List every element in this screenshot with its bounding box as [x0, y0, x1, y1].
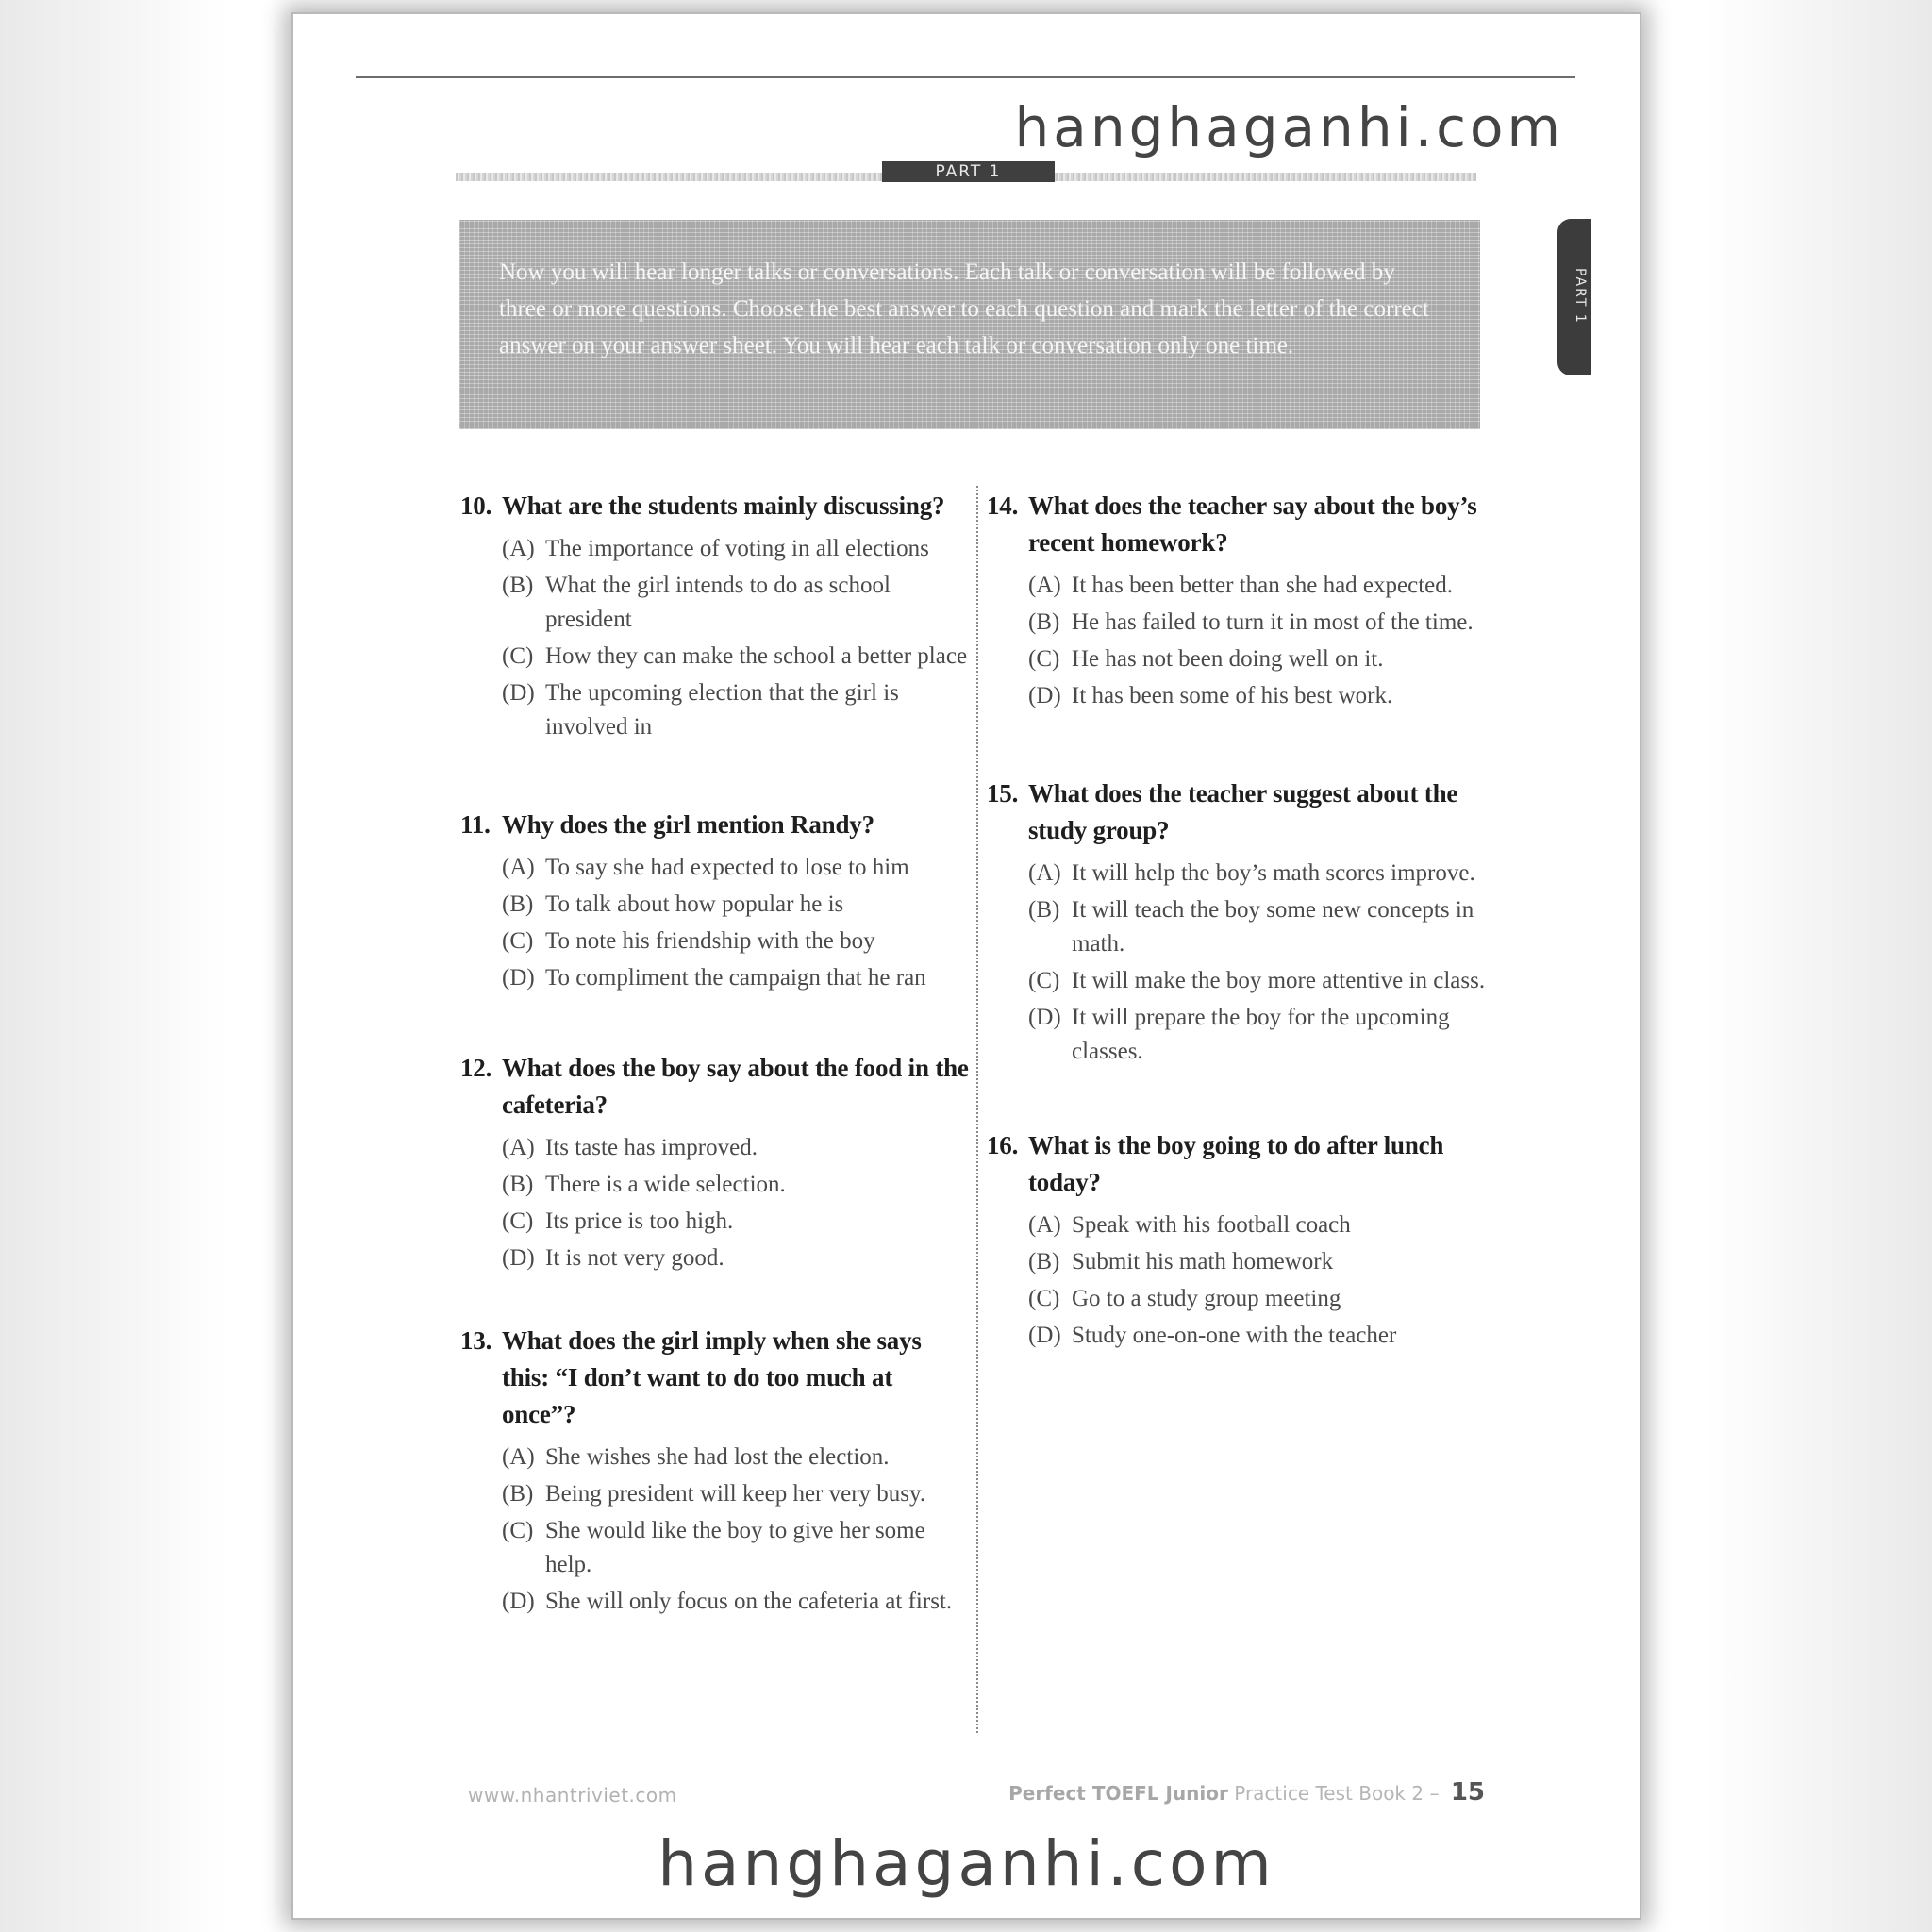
option-text: The importance of voting in all elections: [545, 536, 929, 561]
question-text: What are the students mainly discussing?: [502, 491, 945, 520]
option-text: Study one-on-one with the teacher: [1072, 1323, 1397, 1348]
question-number: 12.: [460, 1054, 492, 1082]
question-number: 15.: [987, 779, 1019, 808]
question-number: 10.: [460, 491, 492, 520]
question-text: What is the boy going to do after lunch today?: [1028, 1131, 1444, 1196]
question-text: What does the teacher suggest about the study group?: [1028, 779, 1458, 844]
option-text: It has been better than she had expected.: [1072, 573, 1453, 598]
question-stem: [460, 1323, 970, 1433]
option-letter: (B): [502, 891, 534, 917]
option-letter: (A): [502, 855, 535, 880]
answer-option: [502, 1241, 970, 1275]
option-letter: (D): [502, 965, 535, 991]
option-text: It will help the boy’s math scores improve.: [1072, 860, 1475, 886]
header-rule: [356, 76, 1575, 78]
option-letter: (D): [502, 680, 535, 706]
side-tab: [1557, 219, 1591, 375]
column-divider: [976, 486, 978, 1733]
option-text: She will only focus on the cafeteria at first.: [545, 1589, 953, 1614]
answer-option: [1028, 1208, 1501, 1242]
option-text: It will make the boy more attentive in class.: [1072, 968, 1486, 993]
option-letter: (A): [502, 536, 535, 561]
question-text: What does the teacher say about the boy’s recent homework?: [1028, 491, 1477, 557]
answer-options: [987, 857, 1501, 1069]
question-stem: [987, 1127, 1501, 1201]
answer-options: [460, 532, 970, 744]
option-letter: (C): [502, 643, 534, 669]
option-text: It is not very good.: [545, 1245, 724, 1271]
option-text: Speak with his football coach: [1072, 1212, 1351, 1238]
question-number: 13.: [460, 1326, 492, 1355]
option-letter: (B): [502, 573, 534, 598]
question-number: 14.: [987, 491, 1019, 520]
option-letter: (A): [1028, 573, 1061, 598]
instructions-text: Now you will hear longer talks or conversations. Each talk or conversation will be followed by three or more questions. Choose the best answer to each question and mark the letter of the correct answer on your answer sheet. You will hear each talk or conversation only one time.: [499, 259, 1429, 358]
footer-book-subtitle: Practice Test Book 2: [1234, 1782, 1424, 1805]
left-column: [460, 488, 970, 1622]
option-text: He has not been doing well on it.: [1072, 646, 1384, 672]
option-text: What the girl intends to do as school president: [545, 573, 891, 632]
part-label: PART 1: [882, 161, 1055, 182]
question-stem: [460, 1050, 970, 1124]
answer-options: [460, 1441, 970, 1619]
option-letter: (A): [502, 1135, 535, 1160]
footer-separator: –: [1429, 1782, 1440, 1805]
answer-option: [502, 851, 970, 885]
option-letter: (D): [1028, 1005, 1061, 1030]
footer-book-info: [1008, 1778, 1485, 1807]
answer-option: [1028, 679, 1501, 713]
option-letter: (B): [502, 1481, 534, 1507]
option-text: It will prepare the boy for the upcoming classes.: [1072, 1005, 1450, 1064]
answer-option: [502, 640, 970, 674]
question-text: Why does the girl mention Randy?: [502, 810, 874, 839]
question-stem: [987, 488, 1501, 561]
answer-option: [502, 888, 970, 922]
side-tab-label: PART 1: [1573, 268, 1588, 325]
option-text: Its taste has improved.: [545, 1135, 758, 1160]
answer-option: [1028, 1282, 1501, 1316]
option-letter: (C): [1028, 646, 1060, 672]
option-text: She wishes she had lost the election.: [545, 1444, 890, 1470]
answer-option: [502, 961, 970, 995]
answer-option: [502, 569, 970, 637]
option-letter: (C): [502, 1518, 534, 1543]
answer-option: [1028, 569, 1501, 603]
option-text: To note his friendship with the boy: [545, 928, 875, 954]
question-number: 16.: [987, 1131, 1019, 1159]
option-letter: (D): [1028, 683, 1061, 708]
question-10: [460, 488, 970, 744]
option-letter: (C): [502, 1208, 534, 1234]
question-15: [987, 775, 1501, 1069]
option-text: To talk about how popular he is: [545, 891, 844, 917]
option-text: To say she had expected to lose to him: [545, 855, 909, 880]
question-16: [987, 1127, 1501, 1353]
footer-website: www.nhantriviet.com: [468, 1784, 677, 1807]
instructions-box: [459, 220, 1480, 429]
option-text: There is a wide selection.: [545, 1172, 786, 1197]
footer-book-title: Perfect TOEFL Junior: [1008, 1782, 1228, 1805]
answer-option: [502, 1514, 970, 1582]
option-letter: (A): [502, 1444, 535, 1470]
option-letter: (D): [502, 1589, 535, 1614]
option-letter: (C): [502, 928, 534, 954]
right-column: [987, 488, 1501, 1356]
watermark-top: hanghaganhi.com: [1014, 95, 1564, 159]
answer-option: [502, 1131, 970, 1165]
answer-options: [987, 1208, 1501, 1353]
option-text: It will teach the boy some new concepts in math.: [1072, 897, 1474, 957]
option-letter: (B): [502, 1172, 534, 1197]
answer-option: [1028, 1319, 1501, 1353]
watermark-bottom: hanghaganhi.com: [658, 1827, 1275, 1900]
question-13: [460, 1323, 970, 1619]
option-letter: (B): [1028, 897, 1060, 923]
option-letter: (C): [1028, 1286, 1060, 1311]
answer-option: [1028, 893, 1501, 961]
answer-option: [1028, 1245, 1501, 1279]
answer-option: [1028, 857, 1501, 891]
question-stem: [987, 775, 1501, 849]
option-letter: (B): [1028, 1249, 1060, 1274]
question-11: [460, 807, 970, 995]
answer-option: [1028, 1001, 1501, 1069]
option-text: She would like the boy to give her some help.: [545, 1518, 925, 1577]
answer-options: [460, 851, 970, 995]
option-text: How they can make the school a better place: [545, 643, 968, 669]
answer-option: [502, 1477, 970, 1511]
answer-option: [502, 676, 970, 744]
option-text: Its price is too high.: [545, 1208, 734, 1234]
option-text: To compliment the campaign that he ran: [545, 965, 926, 991]
answer-option: [1028, 606, 1501, 640]
document-page: [293, 14, 1640, 1918]
option-text: He has failed to turn it in most of the time.: [1072, 609, 1474, 635]
question-12: [460, 1050, 970, 1275]
answer-option: [1028, 964, 1501, 998]
question-14: [987, 488, 1501, 713]
answer-option: [502, 1205, 970, 1239]
option-letter: (D): [1028, 1323, 1061, 1348]
option-text: Go to a study group meeting: [1072, 1286, 1341, 1311]
answer-option: [502, 1441, 970, 1474]
option-letter: (A): [1028, 1212, 1061, 1238]
option-text: Being president will keep her very busy.: [545, 1481, 926, 1507]
question-stem: [460, 807, 970, 843]
option-letter: (A): [1028, 860, 1061, 886]
answer-option: [502, 924, 970, 958]
question-text: What does the girl imply when she says this: “I don’t want to do too much at once”?: [502, 1326, 922, 1428]
answer-option: [1028, 642, 1501, 676]
answer-options: [987, 569, 1501, 713]
question-text: What does the boy say about the food in the cafeteria?: [502, 1054, 969, 1119]
answer-options: [460, 1131, 970, 1275]
option-text: It has been some of his best work.: [1072, 683, 1393, 708]
option-letter: (B): [1028, 609, 1060, 635]
option-text: The upcoming election that the girl is involved in: [545, 680, 899, 740]
answer-option: [502, 532, 970, 566]
option-letter: (C): [1028, 968, 1060, 993]
answer-option: [502, 1168, 970, 1202]
question-number: 11.: [460, 810, 491, 839]
question-stem: [460, 488, 970, 525]
option-letter: (D): [502, 1245, 535, 1271]
option-text: Submit his math homework: [1072, 1249, 1334, 1274]
answer-option: [502, 1585, 970, 1619]
page-number: 15: [1450, 1778, 1485, 1807]
